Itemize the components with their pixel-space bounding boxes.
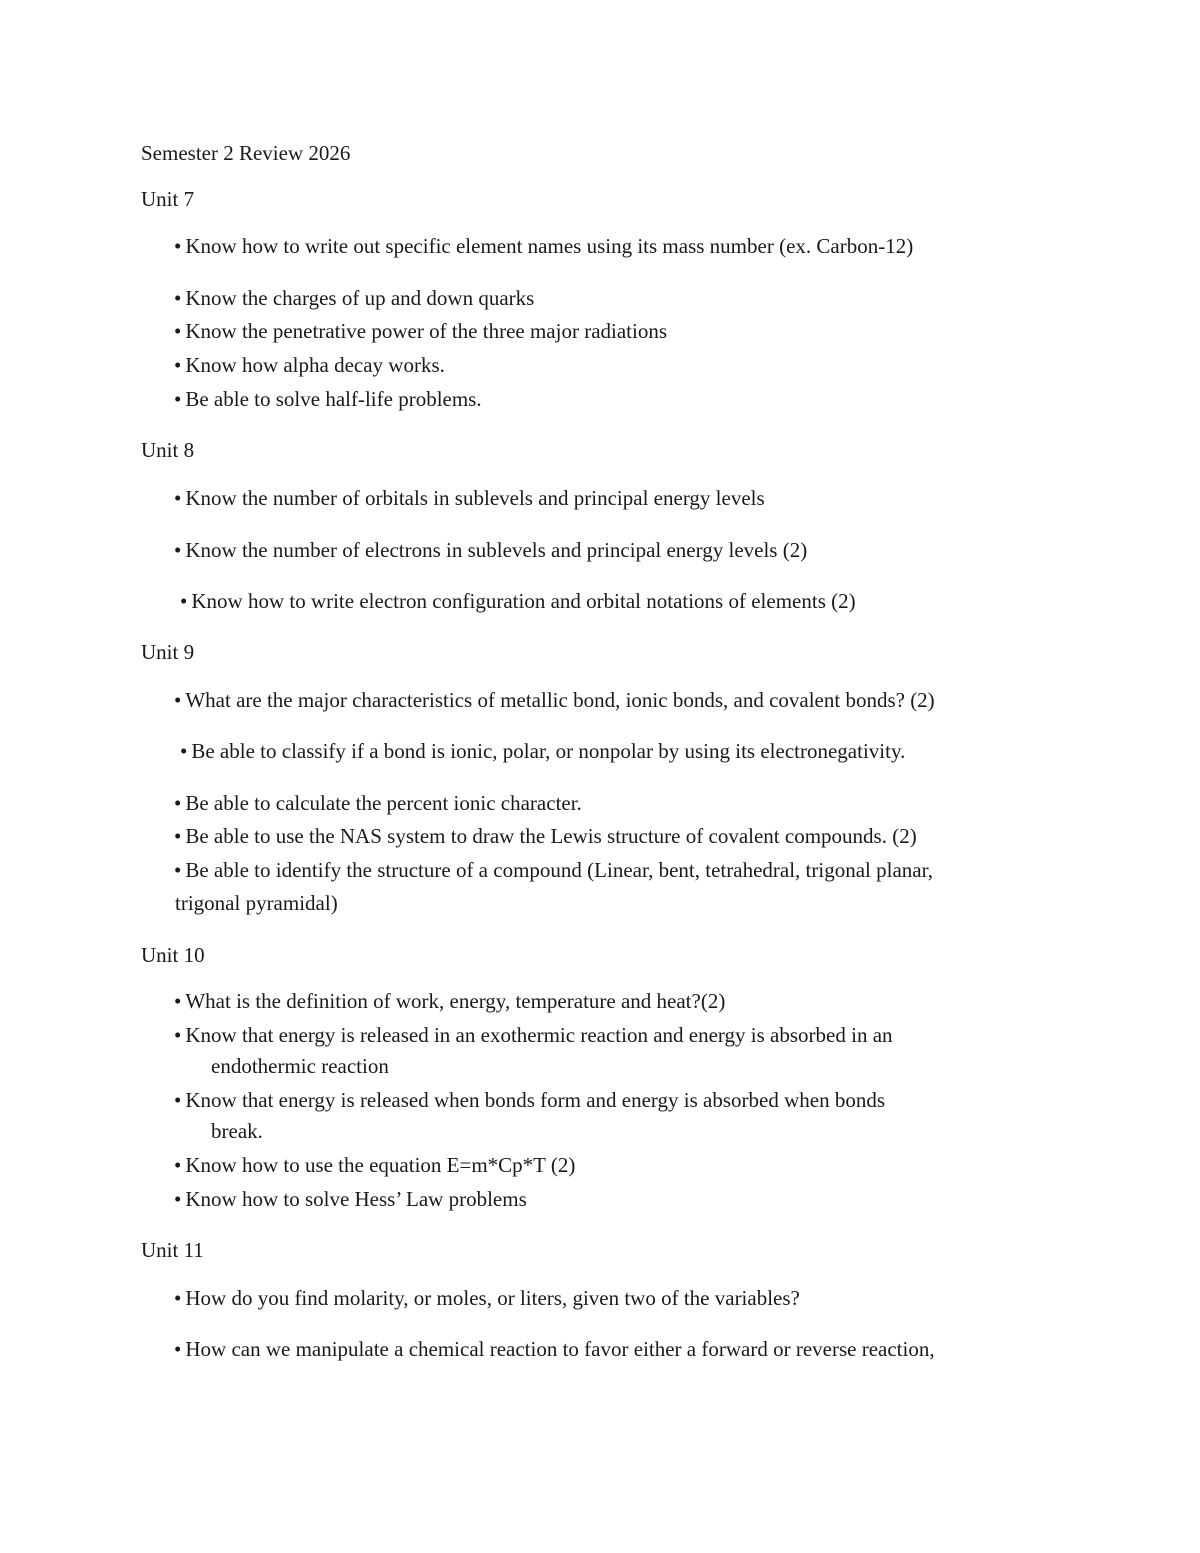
bullet-icon: • <box>174 1187 182 1211</box>
bullet-icon: • <box>174 486 182 510</box>
unit-heading: Unit 7 <box>141 187 195 211</box>
list-item-text: Be able to classify if a bond is ionic, polar, or nonpolar by using its electronegativity. <box>191 739 906 763</box>
bullet-icon: • <box>174 538 182 562</box>
bullet-icon: • <box>174 989 182 1013</box>
list-item-text: Know that energy is released in an exothermic reaction and energy is absorbed in an <box>185 1023 893 1047</box>
bullet-icon: • <box>174 319 182 343</box>
list-item-text: Know how to write out specific element names using its mass number (ex. Carbon-12) <box>185 234 914 258</box>
list-item-continuation: endothermic reaction <box>211 1054 389 1078</box>
list-item <box>174 690 935 711</box>
list-item <box>174 826 917 847</box>
list-item-continuation: trigonal pyramidal) <box>175 891 338 915</box>
list-item <box>180 591 856 612</box>
bullet-icon: • <box>174 1023 182 1047</box>
list-item <box>174 1339 935 1360</box>
list-item <box>174 488 765 509</box>
list-item-text: Be able to solve half-life problems. <box>185 387 482 411</box>
bullet-icon: • <box>174 1153 182 1177</box>
bullet-icon: • <box>174 688 182 712</box>
bullet-icon: • <box>174 353 182 377</box>
list-item-text: What are the major characteristics of metallic bond, ionic bonds, and covalent bonds? (2) <box>185 688 935 712</box>
list-item <box>174 1155 575 1176</box>
bullet-icon: • <box>174 286 182 310</box>
list-item <box>174 860 933 881</box>
list-item-text: Know the number of orbitals in sublevels and principal energy levels <box>185 486 765 510</box>
list-item-text: Be able to identify the structure of a compound (Linear, bent, tetrahedral, trigonal planar, <box>185 858 933 882</box>
list-item-text: Know how to use the equation E=m*Cp*T (2) <box>185 1153 576 1177</box>
list-item <box>180 741 905 762</box>
list-item-text: How can we manipulate a chemical reaction to favor either a forward or reverse reaction, <box>185 1337 935 1361</box>
list-item-text: Know how to solve Hess’ Law problems <box>185 1187 527 1211</box>
list-item <box>174 355 445 376</box>
list-item <box>174 288 534 309</box>
list-item <box>174 793 582 814</box>
list-item-text: Know the charges of up and down quarks <box>185 286 535 310</box>
list-item-text: Be able to use the NAS system to draw the Lewis structure of covalent compounds. (2) <box>185 824 917 848</box>
list-item-text: Know how to write electron configuration and orbital notations of elements (2) <box>191 589 856 613</box>
list-item <box>174 1090 885 1111</box>
list-item-text: Know the number of electrons in sublevels and principal energy levels (2) <box>185 538 808 562</box>
bullet-icon: • <box>180 739 188 763</box>
bullet-icon: • <box>174 1286 182 1310</box>
unit-heading: Unit 8 <box>141 438 195 462</box>
list-item-continuation: break. <box>211 1119 263 1143</box>
bullet-icon: • <box>174 234 182 258</box>
bullet-icon: • <box>174 858 182 882</box>
list-item <box>174 1189 527 1210</box>
list-item <box>174 1025 893 1046</box>
list-item-text: Know that energy is released when bonds form and energy is absorbed when bonds <box>185 1088 886 1112</box>
bullet-icon: • <box>174 387 182 411</box>
unit-heading: Unit 10 <box>141 943 205 967</box>
list-item <box>174 540 807 561</box>
bullet-icon: • <box>174 1337 182 1361</box>
list-item-text: Be able to calculate the percent ionic character. <box>185 791 582 815</box>
list-item <box>174 236 913 257</box>
bullet-icon: • <box>174 1088 182 1112</box>
document-title: Semester 2 Review 2026 <box>141 141 351 165</box>
unit-heading: Unit 11 <box>141 1238 204 1262</box>
bullet-icon: • <box>174 824 182 848</box>
list-item-text: Know the penetrative power of the three major radiations <box>185 319 668 343</box>
list-item <box>174 991 725 1012</box>
list-item-text: How do you find molarity, or moles, or liters, given two of the variables? <box>185 1286 800 1310</box>
list-item-text: What is the definition of work, energy, temperature and heat?(2) <box>185 989 726 1013</box>
list-item-text: Know how alpha decay works. <box>185 353 445 377</box>
bullet-icon: • <box>180 589 188 613</box>
list-item <box>174 321 667 342</box>
unit-heading: Unit 9 <box>141 640 195 664</box>
list-item <box>174 389 482 410</box>
bullet-icon: • <box>174 791 182 815</box>
list-item <box>174 1288 800 1309</box>
